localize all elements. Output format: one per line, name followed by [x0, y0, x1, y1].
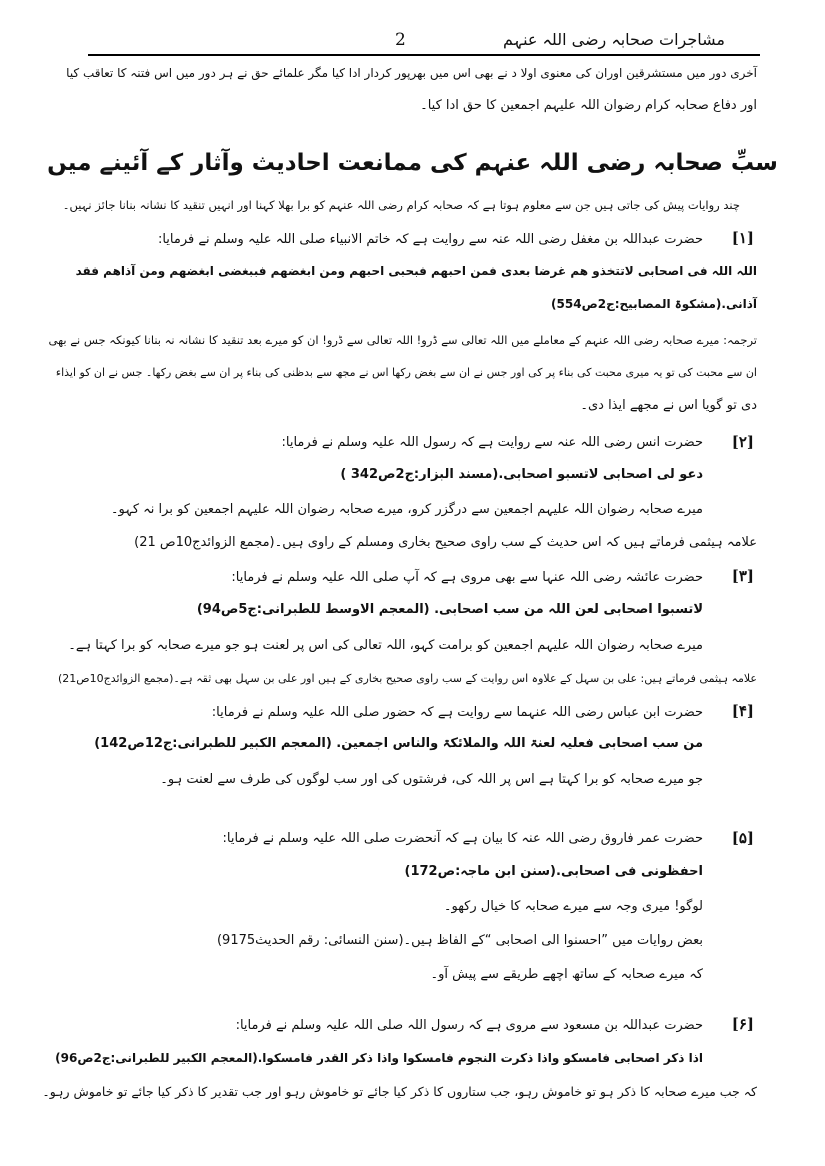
hadith-1-narration: حضرت عبداللہ بن مغفل رضی اللہ عنہ سے روایت ہے کہ خاتم الانبیاء صلی اللہ علیہ وسلم نے فرمایا:: [157, 232, 703, 247]
hadith-1-translation-line-2: ان سے محبت کی تو یہ میری محبت کی بناء پر کی اور جس نے ان سے بغض رکھا اس نے مجھ سے بدظنی کی بناء پر ان سے بغض رکھا۔ جس نے ان کو ایذاء: [55, 366, 757, 379]
hadith-1-arabic-line-1: اللہ اللہ فی اصحابی لاتتخذو ھم غرضا بعدی فمن احبھم فبحبی احبھم ومن ابغضھم فببغضی ابغضھم ومن آذاھم فقد: [75, 264, 757, 278]
running-header-title: مشاجرات صحابہ رضی اللہ عنہم: [503, 30, 725, 49]
hadith-6-number: [۶]: [731, 1015, 754, 1033]
hadith-4-number: [۴]: [731, 702, 754, 720]
hadith-3-translation: میرے صحابہ رضوان اللہ علیہم اجمعین کو برامت کہو، اللہ تعالی کی اس پر لعنت ہو جو میرے صحابہ کو برا کہتا ہے۔: [68, 638, 703, 653]
hadith-3-number: [۳]: [731, 567, 754, 585]
hadith-2-number: [۲]: [731, 433, 754, 451]
page-number: 2: [395, 30, 406, 50]
hadith-6-arabic: اذا ذکر اصحابی فامسکو واذا ذکرت النجوم فامسکوا واذا ذکر القدر فامسکوا.(المعجم الکبیر للطبرانی:ج2ص96): [55, 1051, 703, 1065]
header-divider: [88, 54, 760, 56]
hadith-5-translation: لوگو! میری وجہ سے میرے صحابہ کا خیال رکھو۔: [443, 899, 703, 914]
hadith-6-narration: حضرت عبداللہ بن مسعود سے مروی ہے کہ رسول اللہ صلی اللہ علیہ وسلم نے فرمایا:: [235, 1018, 703, 1033]
hadith-6-translation: کہ جب میرے صحابہ کا ذکر ہو تو خاموش رہو، جب ستاروں کا ذکر کیا جائے تو خاموش رہو اور جب تقدیر کا ذکر کیا جائے تو خاموش رہو۔: [42, 1084, 757, 1099]
hadith-5-arabic: احفظونی فی اصحابی.(سنن ابن ماجہ:ص172): [404, 864, 703, 879]
hadith-5-translation-2: کہ میرے صحابہ کے ساتھ اچھے طریقے سے پیش آو۔: [430, 967, 703, 982]
hadith-2-arabic: دعو لی اصحابی لاتسبو اصحابی.(مسند البزار:ج2ص342 ): [340, 467, 703, 482]
hadith-5-narration: حضرت عمر فاروق رضی اللہ عنہ کا بیان ہے کہ آنحضرت صلی اللہ علیہ وسلم نے فرمایا:: [222, 831, 703, 846]
hadith-4-translation: جو میرے صحابہ کو برا کہتا ہے اس پر اللہ کی، فرشتوں کی اور سب لوگوں کی طرف سے لعنت ہو۔: [160, 772, 703, 787]
hadith-5-number: [۵]: [731, 829, 754, 847]
section-heading: سبِّ صحابہ رضی اللہ عنہم کی ممانعت احادیث وآثار کے آئینے میں: [47, 150, 778, 176]
intro-line-2: اور دفاع صحابہ کرام رضوان اللہ علیہم اجمعین کا حق ادا کیا۔: [420, 98, 757, 113]
hadith-5-note: بعض روایات میں ”احسنوا الی اصحابی “کے الفاظ ہیں۔(سنن النسائی: رقم الحدیث9175): [216, 933, 703, 948]
hadith-3-note: علامہ ہیثمی فرماتے ہیں: علی بن سہل کے علاوہ اس روایت کے سب راوی صحیح بخاری کے ہیں اور علی بن سہل بھی ثقہ ہے۔(مجمع الزوائدج10ص21): [58, 672, 757, 685]
hadith-1-translation-line-3: دی تو گویا اس نے مجھے ایذا دی۔: [580, 398, 757, 413]
hadith-1-number: [۱]: [731, 229, 754, 247]
hadith-2-narration: حضرت انس رضی اللہ عنہ سے روایت ہے کہ رسول اللہ علیہ وسلم نے فرمایا:: [281, 435, 703, 450]
hadith-2-note: علامہ ہیثمی فرماتے ہیں کہ اس حدیث کے سب راوی صحیح بخاری ومسلم کے راوی ہیں۔(مجمع الزوائدج10ص 21): [134, 535, 757, 550]
hadith-1-arabic-line-2: آذانی.(مشکوۃ المصابیح:ج2ص554): [551, 297, 757, 311]
lead-paragraph: چند روایات پیش کی جاتی ہیں جن سے معلوم ہوتا ہے کہ صحابہ کرام رضی اللہ عنہم کو برا بھلا کہنا اور انہیں تنقید کا نشانہ بنانا جائز نہیں۔: [62, 198, 740, 212]
hadith-3-narration: حضرت عائشہ رضی اللہ عنہا سے بھی مروی ہے کہ آپ صلی اللہ علیہ وسلم نے فرمایا:: [231, 570, 703, 585]
hadith-4-arabic: من سب اصحابی فعلیہ لعنۃ اللہ والملائکۃ والناس اجمعین. (المعجم الکبیر للطبرانی:ج12ص142): [94, 736, 703, 751]
hadith-2-translation: میرے صحابہ رضوان اللہ علیہم اجمعین سے درگزر کرو، میرے صحابہ رضوان اللہ علیہم اجمعین کو برا نہ کہو۔: [110, 502, 703, 517]
hadith-4-narration: حضرت ابن عباس رضی اللہ عنہما سے روایت ہے کہ حضور صلی اللہ علیہ وسلم نے فرمایا:: [211, 705, 703, 720]
hadith-1-translation-line-1: ترجمہ: میرے صحابہ رضی اللہ عنہم کے معاملے میں اللہ تعالی سے ڈرو! اللہ تعالی سے ڈرو! ان کو میرے بعد تنقید کا نشانہ نہ بنانا کیونکہ جس نے بھی: [48, 333, 757, 347]
intro-line-1: آخری دور میں مستشرقین اوران کی معنوی اولا د نے بھی اس میں بھرپور کردار ادا کیا مگر علمائے حق نے ہر دور میں اس فتنہ کا تعاقب کیا: [66, 66, 757, 80]
hadith-3-arabic: لاتسبوا اصحابی لعن اللہ من سب اصحابی. (المعجم الاوسط للطبرانی:ج5ص94): [196, 602, 703, 617]
